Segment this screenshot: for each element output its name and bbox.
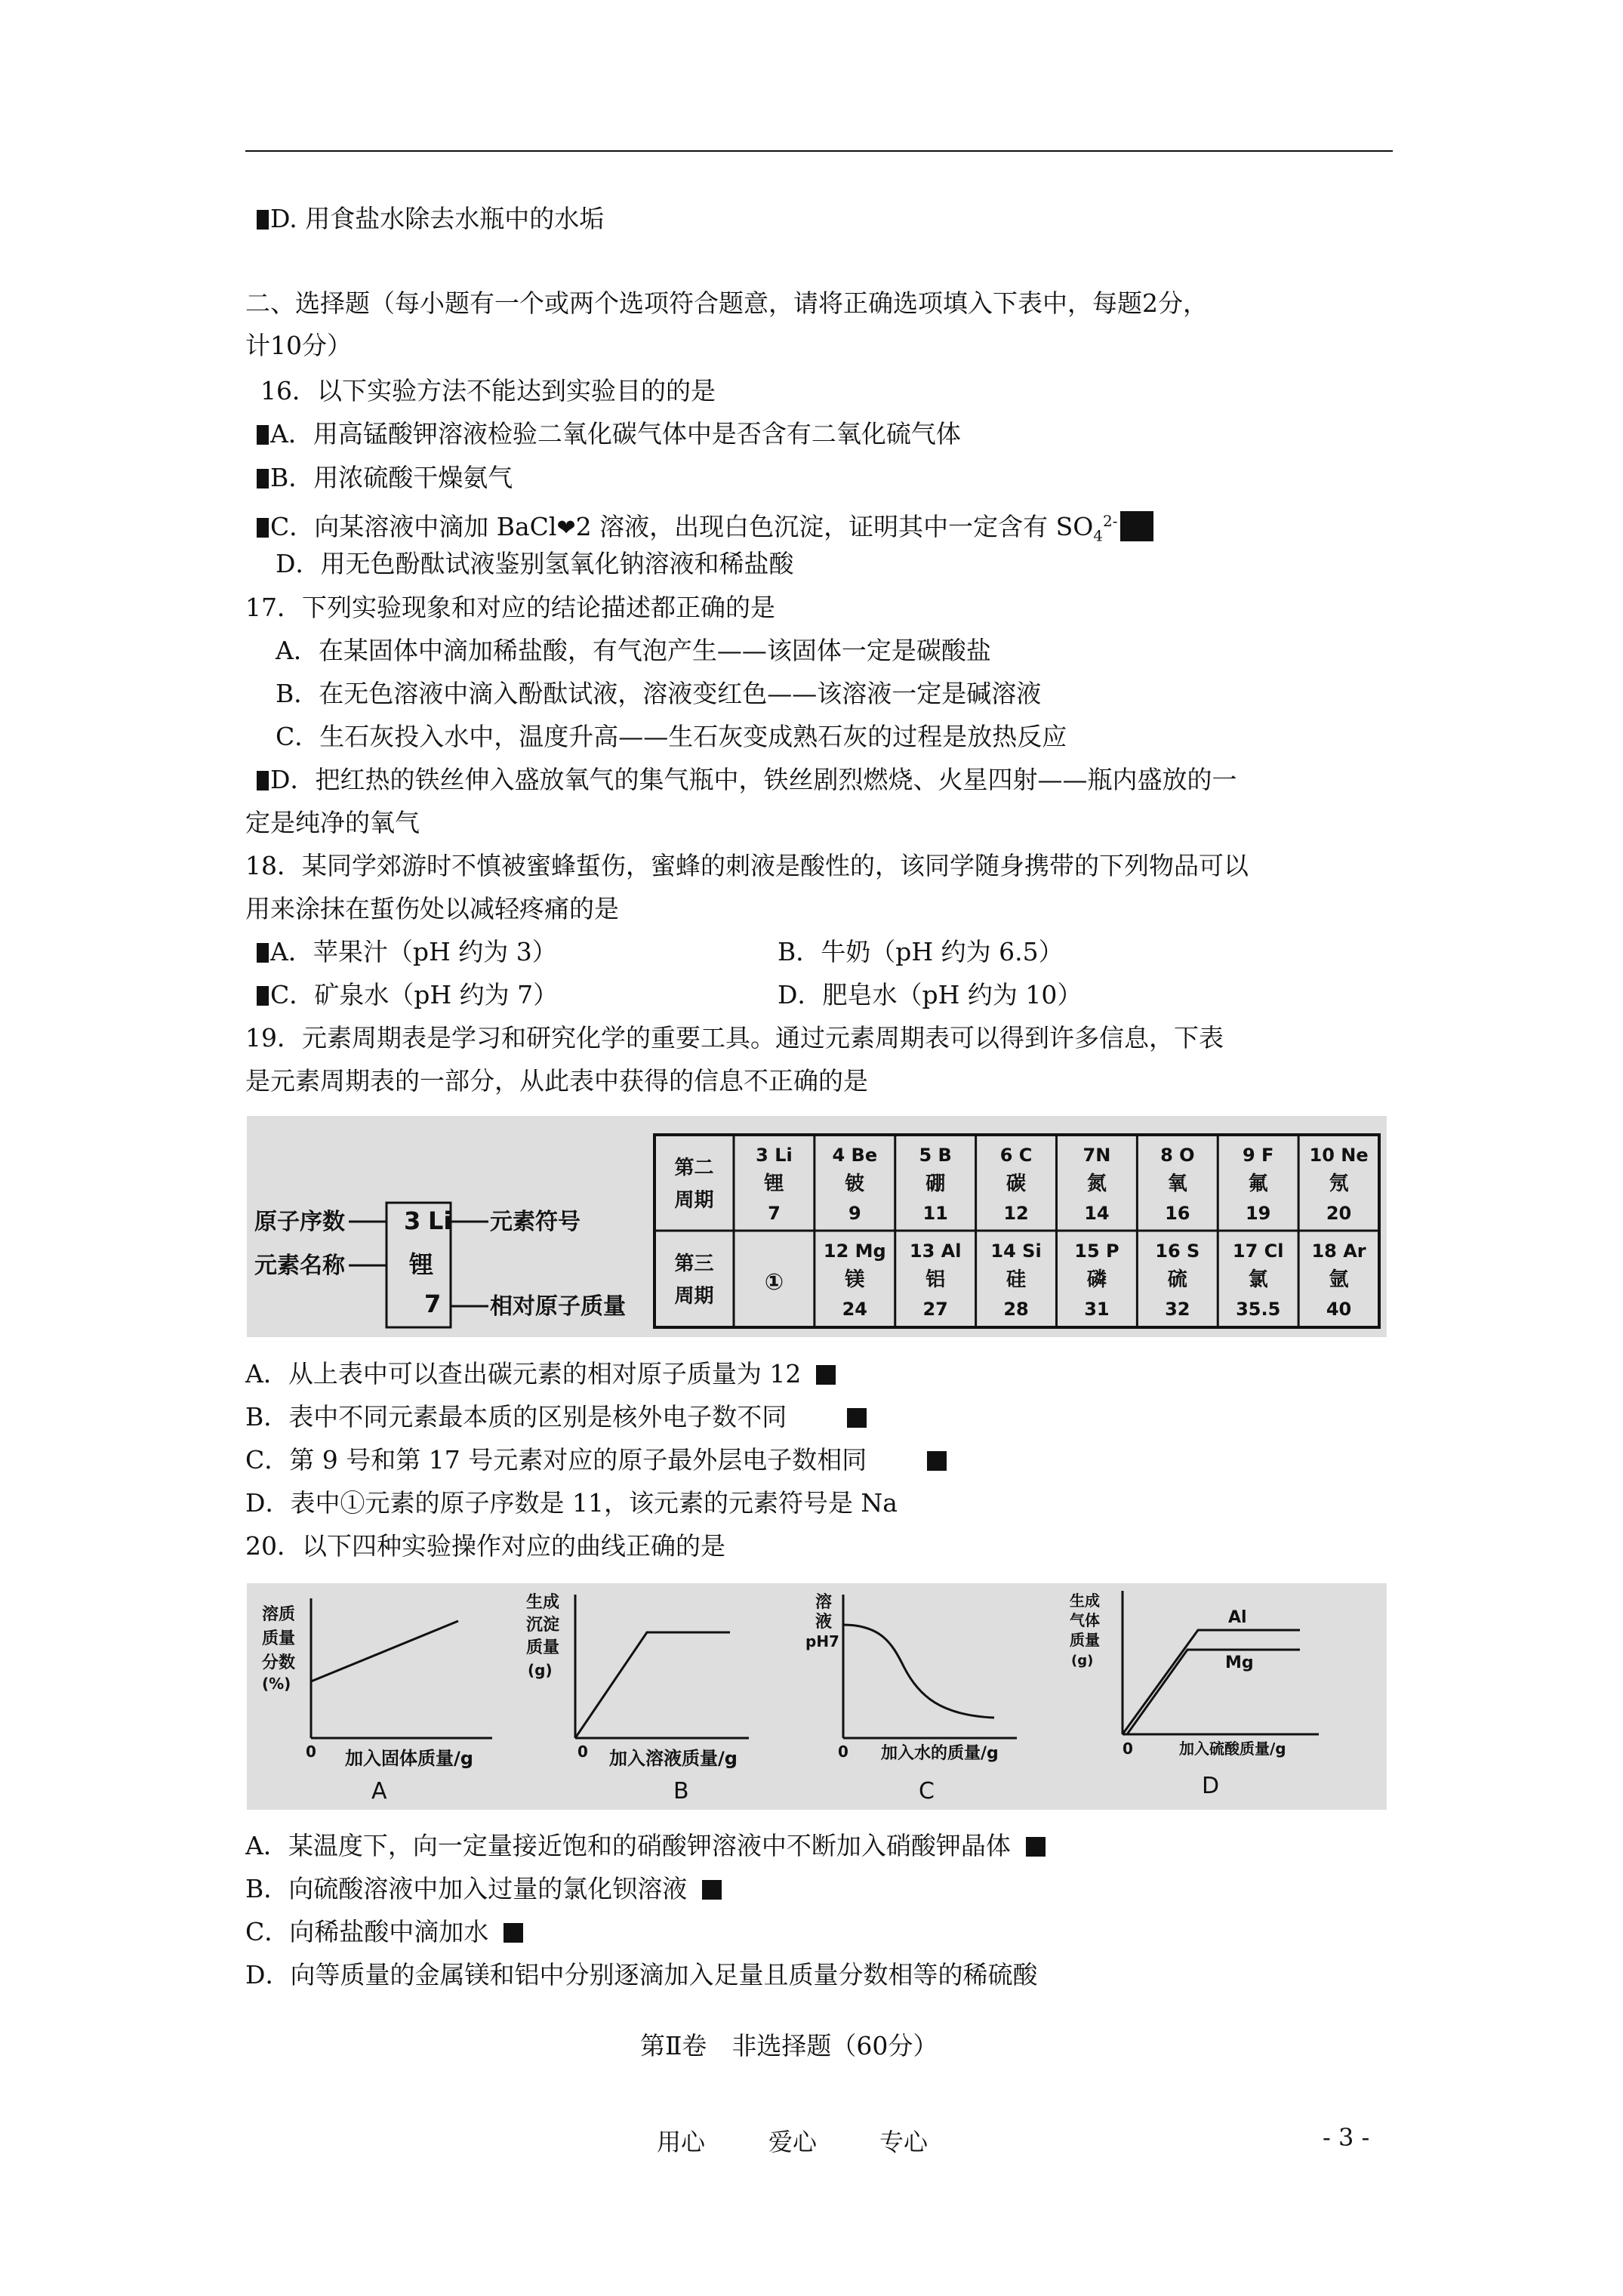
q19-stem-1: 19．元素周期表是学习和研究化学的重要工具。通过元素周期表可以得到许多信息，下表 <box>245 1023 1224 1052</box>
svg-text:质量: 质量 <box>526 1638 560 1657</box>
q19-option-a: A．从上表中可以查出碳元素的相对原子质量为 12 <box>245 1359 836 1389</box>
svg-text:加入固体质量/g: 加入固体质量/g <box>345 1748 473 1769</box>
q18-option-d: D．肥皂水（pH 约为 10） <box>778 980 1083 1009</box>
q17-option-d: D．把红热的铁丝伸入盛放氧气的集气瓶中，铁丝剧烈燃烧、火星四射——瓶内盛放的一 <box>257 765 1236 795</box>
element-cell-symbol: 15 P <box>1074 1240 1119 1262</box>
curve-c <box>843 1625 994 1718</box>
svg-text:沉淀: 沉淀 <box>526 1616 560 1635</box>
legend-symbol: Li <box>428 1207 452 1235</box>
q17-option-a: A．在某固体中滴加稀盐酸，有气泡产生——该固体一定是碳酸盐 <box>276 636 991 665</box>
svg-text:加入硫酸质量/g: 加入硫酸质量/g <box>1179 1740 1286 1758</box>
q18-stem-1: 18．某同学郊游时不慎被蜜蜂蜇伤，蜜蜂的刺液是酸性的，该同学随身携带的下列物品可以 <box>245 851 1249 880</box>
curves-figure <box>247 1583 1387 1810</box>
q19-option-b: B．表中不同元素最本质的区别是核外电子数不同 <box>245 1402 867 1432</box>
element-cell-mass: 35.5 <box>1236 1299 1281 1320</box>
q17-stem: 17．下列实验现象和对应的结论描述都正确的是 <box>245 593 775 622</box>
q18-option-c: C．矿泉水（pH 约为 7） <box>257 980 558 1010</box>
heart-icon: ❤ <box>556 515 576 541</box>
periodic-table <box>654 1135 1379 1327</box>
svg-text:0: 0 <box>838 1743 848 1761</box>
page-number: - 3 - <box>1323 2123 1370 2152</box>
element-cell-name: 氮 <box>1086 1173 1107 1195</box>
period2-label: 周期 <box>674 1189 714 1212</box>
curve-b <box>575 1632 730 1738</box>
graph-a <box>262 1598 492 1804</box>
element-cell-mass: 7 <box>768 1203 781 1224</box>
q18-option-a: A．苹果汁（pH 约为 3） <box>257 937 557 967</box>
element-cell-name: 硅 <box>1006 1268 1027 1291</box>
legend-number: 3 <box>404 1207 421 1235</box>
element-cell-mass: 24 <box>842 1299 868 1320</box>
element-cell-symbol: 8 O <box>1160 1145 1195 1166</box>
element-cell-mass: 16 <box>1165 1203 1190 1224</box>
period3-label: 周期 <box>674 1285 714 1308</box>
svg-text:pH7: pH7 <box>805 1632 839 1650</box>
element-legend <box>254 1203 626 1327</box>
element-cell-name: 铍 <box>845 1173 865 1195</box>
element-cell-name: 氟 <box>1248 1173 1268 1195</box>
atomic-number-label: 原子序数 <box>254 1209 345 1235</box>
element-cell-name: 氩 <box>1329 1268 1349 1291</box>
element-cell-mass: 32 <box>1165 1299 1190 1320</box>
element-cell-symbol: 10 Ne <box>1309 1145 1369 1166</box>
period2-label: 第二 <box>674 1157 714 1179</box>
q16-option-a: A．用高锰酸钾溶液检验二氧化碳气体中是否含有二氧化硫气体 <box>257 419 961 449</box>
element-cell-mass: 19 <box>1245 1203 1271 1224</box>
element-cell-name: 碳 <box>1006 1173 1027 1195</box>
header-rule <box>245 150 1393 152</box>
element-cell-mass: 14 <box>1084 1203 1110 1224</box>
periodic-table-figure <box>247 1116 1387 1337</box>
q16-option-c: C．向某溶液中滴加 BaCl❤2 溶液，出现白色沉淀，证明其中一定含有 $SO_4^{2-}$ <box>257 506 1153 551</box>
svg-text:(g): (g) <box>1071 1653 1094 1669</box>
element-cell-mass: 28 <box>1003 1299 1029 1320</box>
element-cell-symbol: 14 Si <box>990 1240 1042 1262</box>
q20-option-a: A．某温度下，向一定量接近饱和的硝酸钾溶液中不断加入硝酸钾晶体 <box>245 1831 1046 1861</box>
svg-text:气体: 气体 <box>1070 1611 1100 1629</box>
svg-text:质量: 质量 <box>1070 1631 1100 1649</box>
curve-al <box>1123 1630 1300 1734</box>
graph-b <box>526 1593 749 1804</box>
q16-option-b: B．用浓硫酸干燥氨气 <box>257 463 513 493</box>
footer-word-2: 爱心 <box>768 2128 818 2156</box>
svg-text:0: 0 <box>1123 1740 1133 1758</box>
element-cell-mass: 31 <box>1084 1299 1110 1320</box>
element-cell-mass: 9 <box>848 1203 861 1224</box>
q19-option-c: C．第 9 号和第 17 号元素对应的原子最外层电子数相同 <box>245 1445 947 1475</box>
element-cell-mass: 20 <box>1326 1203 1352 1224</box>
svg-text:(%): (%) <box>262 1675 291 1693</box>
svg-text:C: C <box>919 1778 935 1804</box>
footer-word-3: 专心 <box>879 2128 929 2156</box>
svg-text:溶质: 溶质 <box>262 1605 296 1624</box>
svg-text:生成: 生成 <box>1070 1592 1100 1610</box>
section2-heading-1: 二、选择题（每小题有一个或两个选项符合题意，请将正确选项填入下表中，每题2分， <box>245 288 1208 318</box>
q17-option-c: C．生石灰投入水中，温度升高——生石灰变成熟石灰的过程是放热反应 <box>276 722 1067 751</box>
svg-text:加入溶液质量/g: 加入溶液质量/g <box>609 1748 738 1769</box>
element-cell-symbol: 5 B <box>919 1145 952 1166</box>
element-cell-symbol: 13 Al <box>909 1240 962 1262</box>
svg-text:0: 0 <box>306 1743 316 1761</box>
element-cell-name: 硫 <box>1167 1268 1187 1291</box>
svg-text:加入水的质量/g: 加入水的质量/g <box>881 1744 999 1763</box>
element-cell-mass: 40 <box>1326 1299 1352 1320</box>
curve-a <box>311 1621 458 1681</box>
svg-text:D: D <box>1202 1773 1220 1799</box>
element-cell-mass: 27 <box>922 1299 948 1320</box>
svg-text:B: B <box>673 1778 689 1804</box>
element-cell-symbol: 9 F <box>1242 1145 1274 1166</box>
element-cell-symbol: 18 Ar <box>1311 1240 1366 1262</box>
element-cell-symbol: 16 S <box>1155 1240 1200 1262</box>
part2-title: 第Ⅱ卷 非选择题（60分） <box>640 2031 938 2060</box>
q15-option-d: D. 用食盐水除去水瓶中的水垢 <box>257 204 604 234</box>
svg-text:生成: 生成 <box>526 1593 560 1612</box>
element-cell-unknown: ① <box>764 1269 784 1296</box>
element-cell-mass: 11 <box>922 1203 948 1224</box>
element-cell-name: 铝 <box>925 1268 946 1291</box>
element-cell-symbol: 17 Cl <box>1232 1240 1284 1262</box>
element-cell-name: 镁 <box>845 1268 865 1291</box>
element-cell-symbol: 12 Mg <box>823 1240 886 1262</box>
element-cell-name: 氖 <box>1329 1173 1349 1195</box>
q16-option-d: D．用无色酚酞试液鉴别氢氧化钠溶液和稀盐酸 <box>276 549 794 578</box>
svg-text:Mg: Mg <box>1225 1653 1254 1672</box>
q20-stem: 20．以下四种实验操作对应的曲线正确的是 <box>245 1531 725 1561</box>
mass-label: 相对原子质量 <box>490 1293 626 1320</box>
q18-stem-2: 用来涂抹在蜇伤处以减轻疼痛的是 <box>245 894 619 923</box>
graph-c <box>805 1592 1017 1804</box>
element-cell-symbol: 3 Li <box>756 1145 793 1166</box>
svg-text:0: 0 <box>577 1743 588 1761</box>
symbol-label: 元素符号 <box>490 1209 581 1235</box>
element-cell-name: 氧 <box>1167 1173 1187 1195</box>
period3-label: 第三 <box>674 1253 714 1275</box>
element-cell-mass: 12 <box>1003 1203 1029 1224</box>
element-cell-name: 氯 <box>1248 1268 1268 1291</box>
q17-option-d-cont: 定是纯净的氧气 <box>245 808 420 837</box>
svg-text:A: A <box>371 1778 387 1804</box>
element-name-label: 元素名称 <box>254 1253 345 1279</box>
footer-word-1: 用心 <box>657 2128 706 2156</box>
q20-option-c: C．向稀盐酸中滴加水 <box>245 1917 523 1947</box>
element-cell-name: 磷 <box>1086 1268 1107 1291</box>
graph-d <box>1070 1591 1319 1799</box>
element-cell-symbol: 7N <box>1083 1145 1111 1166</box>
svg-text:液: 液 <box>815 1613 833 1632</box>
q18-option-b: B．牛奶（pH 约为 6.5） <box>778 937 1064 966</box>
element-cell-symbol: 6 C <box>999 1145 1033 1166</box>
svg-text:质量: 质量 <box>262 1629 296 1648</box>
legend-mass: 7 <box>424 1290 442 1318</box>
svg-text:分数: 分数 <box>262 1653 296 1672</box>
section2-heading-2: 计10分） <box>245 331 352 360</box>
q16-stem: 16．以下实验方法不能达到实验目的的是 <box>260 376 716 405</box>
q20-option-d: D．向等质量的金属镁和铝中分别逐滴加入足量且质量分数相等的稀硫酸 <box>245 1960 1038 1989</box>
svg-text:溶: 溶 <box>815 1593 833 1612</box>
q19-stem-2: 是元素周期表的一部分，从此表中获得的信息不正确的是 <box>245 1066 868 1096</box>
element-cell-name: 硼 <box>925 1173 946 1195</box>
svg-text:Al: Al <box>1228 1608 1247 1627</box>
q17-option-b: B．在无色溶液中滴入酚酞试液，溶液变红色——该溶液一定是碱溶液 <box>276 679 1042 708</box>
q19-option-d: D．表中①元素的原子序数是 11，该元素的元素符号是 Na <box>245 1488 898 1518</box>
q20-option-b: B．向硫酸溶液中加入过量的氯化钡溶液 <box>245 1874 722 1904</box>
svg-text:(g): (g) <box>528 1661 553 1679</box>
element-cell-symbol: 4 Be <box>832 1145 878 1166</box>
element-cell-name: 锂 <box>764 1173 784 1195</box>
legend-name: 锂 <box>409 1250 434 1279</box>
